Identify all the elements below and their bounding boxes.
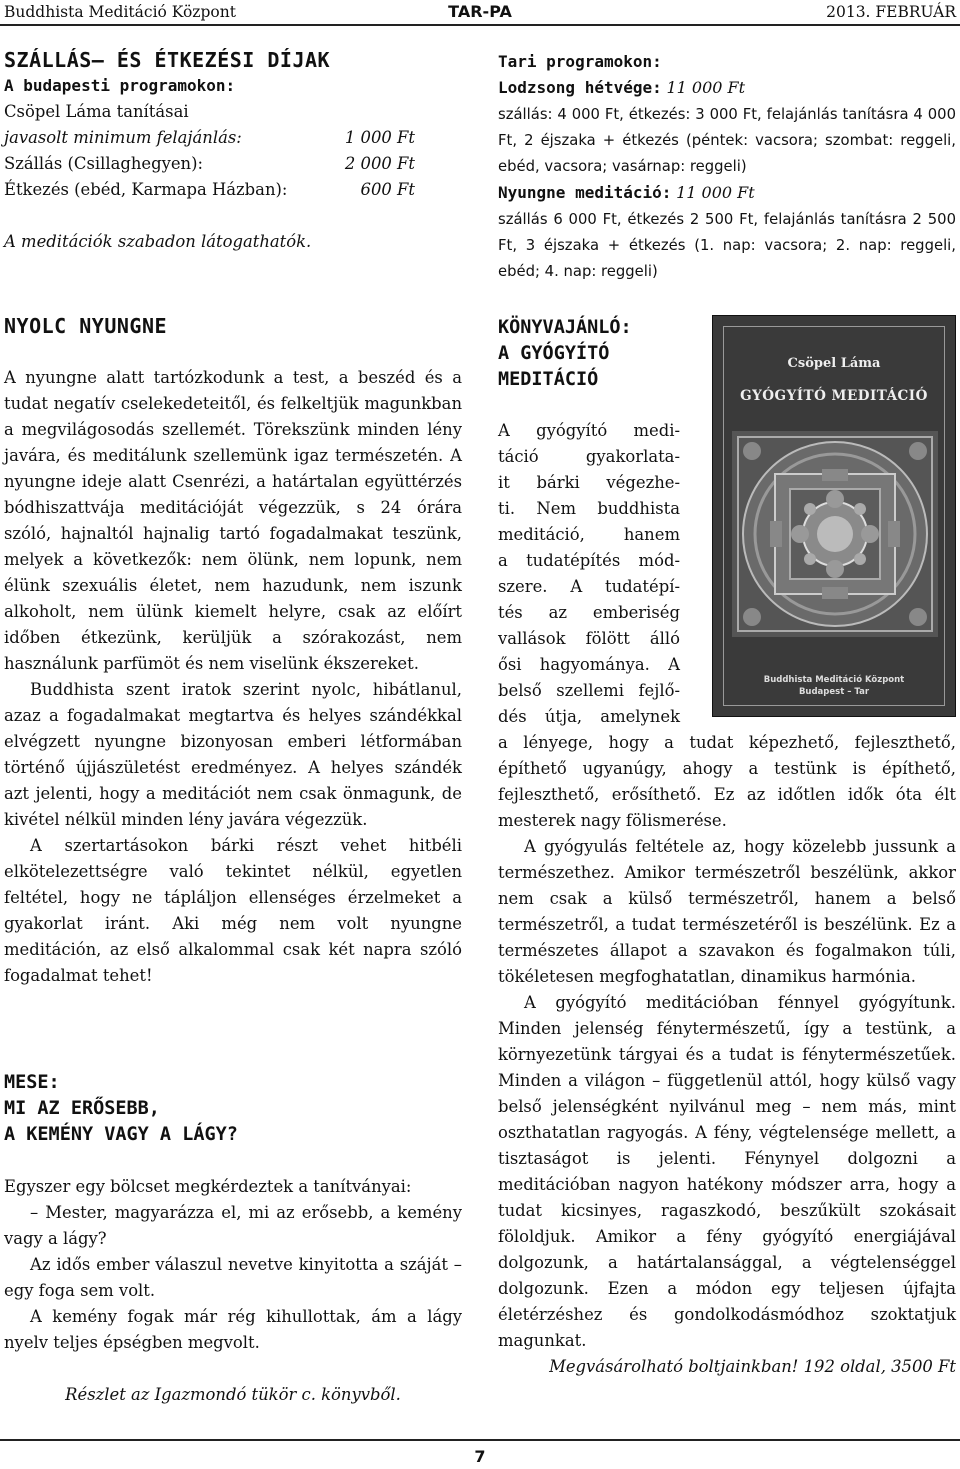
mese-paragraph: Az idős ember válaszul nevetve kinyitotta a száját – egy foga sem volt.	[4, 1255, 462, 1300]
page-header	[0, 0, 960, 26]
fee-value: 1 000 Ft	[344, 128, 415, 147]
fee-row	[4, 177, 415, 203]
konyv-line: táció gyakorlata-	[498, 447, 680, 466]
header-date: 2013. FEBRUÁR	[826, 3, 956, 21]
konyv-paragraph: A gyógyító meditációban fénnyel gyógyítunk. Minden jelenség fénytermészetű, így a testünk, a környezetünk tárgyai és a tudat is fénytermészetűek. Minden a világon – függetlenül attól, hogy külső vagy belső jelenségként nyilvánul meg – nem más, mint oszthatatlan ragyogás. A fény, végtelensége mellett, a tisztaságot is jelenti. Fénynyel dolgozni a meditációban nagyon hatékony módszer arra, hogy a tudat kicsinyes, ragaszkodó, beszűkült szokásait föloldjuk. Amikor a fény gyógyító energiájával dolgozunk, a határtalansággal, a végtelenséggel dolgozunk. Ezen a módon egy teljesen újfajta életérzéshez és gondolkodásmódhoz szoktatjuk magunkat.	[498, 993, 956, 1350]
fee-row	[4, 151, 415, 177]
tari-section	[498, 49, 956, 285]
nyolc-paragraph: Buddhista szent iratok szerint nyolc, hibátlanul, azaz a fogadalmakat megtartva és helyes szándékkal elvégzett nyungne bizonyosan emberi létformában történő újjászületést eredményez. A helyes szándék azt jelenti, hogy a meditációt nem csak önmagunk, de kivétel nélkül minden lény javára végezzük.	[4, 680, 462, 829]
konyv-buy-note: Megvásárolható boltjainkban! 192 oldal, 3500 Ft	[549, 1357, 956, 1376]
konyv-body	[498, 730, 956, 1380]
konyv-line: meditáció, hanem	[498, 525, 680, 544]
lodzsong-label: Lodzsong hétvége:	[498, 78, 662, 97]
konyv-line: belső szellemi fejlő-	[498, 681, 680, 700]
konyv-line: it bárki végezhe-	[498, 473, 680, 492]
mese-title-line: MESE:	[4, 1072, 60, 1093]
konyv-line: tés az emberiség	[498, 603, 680, 622]
fees-title: SZÁLLÁS– ÉS ÉTKEZÉSI DÍJAK	[4, 48, 331, 72]
nyungne-label: Nyungne meditáció:	[498, 183, 672, 202]
nyungne-price: 11 000 Ft	[676, 183, 755, 202]
mese-paragraph: – Mester, magyarázza el, mi az erősebb, a kemény vagy a lágy?	[4, 1203, 462, 1248]
nyungne-details: szállás 6 000 Ft, étkezés 2 500 Ft, felajánlás tanításra 2 500 Ft, 3 éjszaka + étkezés (1. nap: vacsora; 2. nap: reggeli, ebéd; 4. nap: reggeli)	[498, 211, 956, 280]
konyv-line: A gyógyító medi-	[498, 421, 680, 440]
konyv-line: vallások fölött álló	[498, 629, 680, 648]
konyv-paragraph: a lényege, hogy a tudat képezhető, fejleszthető, építhető ugyanúgy, ahogy a testünk is építhető, fejleszthető, erősíthető. Ez az időtlen idők óta élt mesterek nagy fölismerése.	[498, 733, 956, 830]
nyolc-paragraph: A nyungne alatt tartózkodunk a test, a beszéd és a tudat negatív cselekedeteitől, és felkeltjük magunkban a megvilágosodás szellemét. Törekszünk minden lény javára, és meditálunk szellemünk igaz természetén. A nyungne ideje alatt Csenrézi, a határtalan együttérzés bódhiszattvája meditációját végezzük, s 24 órára szóló, hajnaltól hajnalig tartó fogadalmakat teszünk, melyek a következők: nem ölünk, nem lopunk, nem élünk szexuális életet, nem hazudunk, nem iszunk alkoholt, nem ülünk kiemelt helyre, csak az előírt időben étkezünk, kerüljük a szórakozást, nem használunk parfümöt és nem viselünk ékszereket.	[4, 368, 462, 673]
konyv-line: ti. Nem buddhista	[498, 499, 680, 518]
konyv-line: a tudatépítés mód-	[498, 551, 680, 570]
fees-section	[4, 47, 444, 255]
fee-label: Étkezés (ebéd, Karmapa Házban):	[4, 180, 288, 199]
konyv-title-line: MEDITÁCIÓ	[498, 369, 599, 390]
fee-label: javasolt minimum felajánlás:	[4, 128, 242, 147]
mese-source: Részlet az Igazmondó tükör c. könyvből.	[65, 1385, 401, 1404]
book-cover-publisher-name: Buddhista Meditáció Központ	[763, 675, 905, 685]
mese-paragraph: Egyszer egy bölcset megkérdeztek a tanítványai:	[4, 1177, 412, 1196]
fee-row	[4, 125, 415, 151]
fees-line: Csöpel Láma tanításai	[4, 102, 189, 121]
fees-note: A meditációk szabadon látogathatók.	[4, 232, 312, 251]
book-cover-publisher-place: Budapest – Tar	[798, 687, 870, 697]
lodzsong-details: szállás: 4 000 Ft, étkezés: 3 000 Ft, felajánlás tanításra 4 000 Ft, 2 éjszaka + étkezés (péntek: vacsora; szombat: reggeli, ebéd, vacsora; vasárnap: reggeli)	[498, 106, 956, 175]
header-title: TAR-PA	[448, 2, 512, 21]
fee-value: 600 Ft	[360, 180, 415, 199]
konyv-paragraph: A gyógyulás feltétele az, hogy közelebb jussunk a természethez. Amikor természetről beszélünk, akkor nem csak a külső természetről, hanem a belső természetről, a tudat természetéről is beszélünk. Ez a természetes állapot a szavakon és fogalmakon túli, tökéletesen megfoghatatlan, dinamikus harmónia.	[498, 837, 956, 986]
nyolc-section	[4, 313, 462, 989]
lodzsong-price: 11 000 Ft	[666, 78, 746, 97]
konyv-section	[498, 315, 708, 393]
fee-value: 2 000 Ft	[344, 154, 415, 173]
fee-label: Szállás (Csillaghegyen):	[4, 154, 204, 173]
footer-rule	[0, 1439, 960, 1441]
konyv-narrow-text	[498, 418, 680, 730]
fees-subtitle: A budapesti programokon:	[4, 76, 236, 95]
book-cover-author: Csöpel Láma	[787, 356, 881, 371]
nyolc-paragraph: A szertartásokon bárki részt vehet hitbéli elkötelezettségre való tekintet nélkül, egyetlen feltétel, hogy ne tápláljon ellenséges érzelmeket a gyakorlat iránt. Aki még nem volt nyungne meditáción, az első alkalommal csak két napra szóló fogadalmat tehet!	[4, 836, 462, 985]
konyv-title-line: A GYÓGYÍTÓ	[498, 343, 610, 364]
konyv-line: ősi hagyománya. A	[498, 655, 680, 674]
mese-paragraph: A kemény fogak már rég kihullottak, ám a lágy nyelv teljes épségben megvolt.	[4, 1307, 462, 1352]
page-number: 7	[474, 1447, 486, 1466]
mandala-illustration	[732, 431, 938, 637]
konyv-title-line: KÖNYVAJÁNLÓ:	[498, 317, 632, 338]
mese-section	[4, 1070, 462, 1408]
book-cover-publisher	[713, 674, 955, 698]
konyv-line: dés útja, amelynek	[498, 707, 680, 726]
konyv-line: szere. A tudatépí-	[498, 577, 680, 596]
tari-title: Tari programokon:	[498, 52, 662, 71]
header-publisher: Buddhista Meditáció Központ	[4, 3, 236, 21]
mese-title-line: A KEMÉNY VAGY A LÁGY?	[4, 1124, 238, 1145]
nyolc-title: NYOLC NYUNGNE	[4, 314, 168, 338]
book-cover-title: GYÓGYÍTÓ MEDITÁCIÓ	[740, 388, 928, 404]
mese-title-line: MI AZ ERŐSEBB,	[4, 1098, 160, 1119]
book-cover-image	[712, 315, 956, 717]
